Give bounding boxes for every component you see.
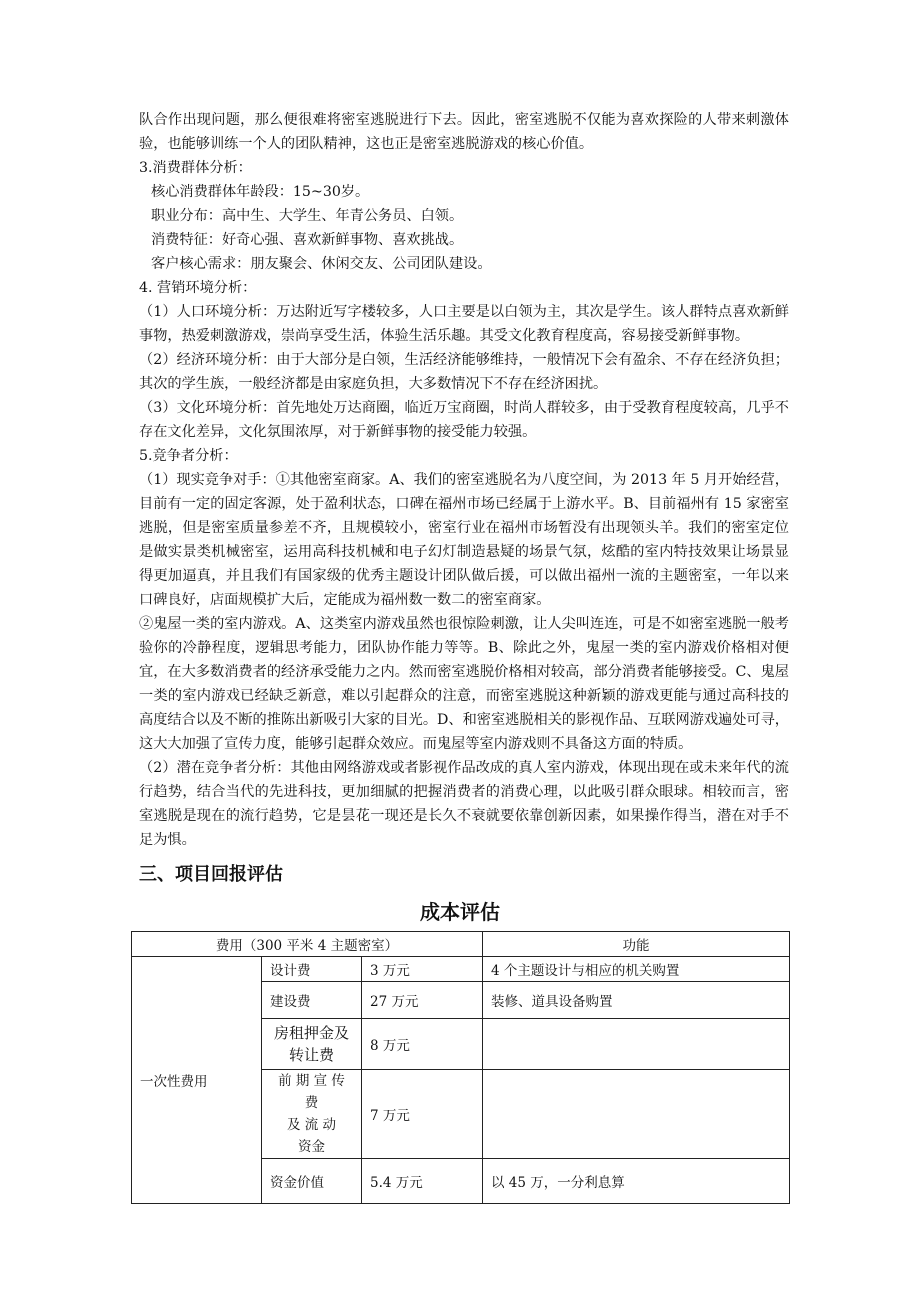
function-cell bbox=[483, 1019, 790, 1070]
amount-cell: 8 万元 bbox=[362, 1019, 483, 1070]
subsection-heading: 3.消费群体分析： bbox=[139, 160, 252, 176]
function-cell: 以 45 万，一分利息算 bbox=[483, 1159, 790, 1204]
section-heading: 三、项目回报评估 bbox=[139, 864, 283, 885]
paragraph: 职业分布：高中生、大学生、年青公务员、白领。 bbox=[151, 208, 464, 224]
item-line: 前 期 宣 传 费 bbox=[278, 1073, 345, 1111]
item-cell bbox=[262, 1019, 362, 1070]
amount-cell: 27 万元 bbox=[362, 982, 483, 1019]
table-title: 成本评估 bbox=[420, 900, 500, 924]
amount-cell: 7 万元 bbox=[362, 1070, 483, 1159]
category-cell: 一次性费用 bbox=[132, 957, 262, 1204]
table-header-row bbox=[132, 932, 790, 957]
paragraph: 核心消费群体年龄段：15~30岁。 bbox=[151, 184, 370, 200]
item-line: 资金 bbox=[298, 1139, 325, 1155]
subsection-heading: 4. 营销环境分析： bbox=[139, 280, 257, 296]
table-row bbox=[132, 957, 790, 982]
header-function: 功能 bbox=[483, 932, 790, 957]
cost-table bbox=[131, 931, 790, 1204]
paragraph: （2）潜在竞争者分析：其他由网络游戏或者影视作品改成的真人室内游戏，体现出现在或未来年代的流行趋势，结合当代的先进科技，更加细腻的把握消费者的消费心理，以此吸引群众眼球。相较而言，密室逃脱是现在的流行趋势，它是昙花一现还是长久不衰就要依靠创新因素，如果操作得当，潜在对手不足为惧。 bbox=[139, 760, 789, 848]
body-text bbox=[139, 108, 789, 852]
item-cell: 设计费 bbox=[262, 957, 362, 982]
paragraph: （3）文化环境分析：首先地处万达商圈，临近万宝商圈，时尚人群较多，由于受教育程度较高，几乎不存在文化差异，文化氛围浓厚，对于新鲜事物的接受能力较强。 bbox=[139, 400, 789, 440]
paragraph: 客户核心需求：朋友聚会、休闲交友、公司团队建设。 bbox=[151, 256, 492, 272]
item-line: 及 流 动 bbox=[286, 1117, 337, 1133]
paragraph: （1）现实竞争对手：①其他密室商家。A、我们的密室逃脱名为八度空间，为 2013 年 5 月开始经营，目前有一定的固定客源，处于盈利状态，口碑在福州市场已经属于上游水平。B、目前福州有 15 家密室逃脱，但是密室质量参差不齐，且规模较小，密室行业在福州市场暂没有出现领头羊。我们的密室定位是做实景类机械密室，运用高科技机械和电子幻灯制造悬疑的场景气氛，炫酷的室内特技效果让场景显得更加逼真，并且我们有国家级的优秀主题设计团队做后援，可以做出福州一流的主题密室，一年以来口碑良好，店面规模扩大后，定能成为福州数一数二的密室商家。 bbox=[139, 472, 789, 608]
amount-cell: 5.4 万元 bbox=[362, 1159, 483, 1204]
item-line: 转让费 bbox=[288, 1046, 334, 1064]
function-cell: 4 个主题设计与相应的机关购置 bbox=[483, 957, 790, 982]
amount-cell: 3 万元 bbox=[362, 957, 483, 982]
paragraph: ②鬼屋一类的室内游戏。A、这类室内游戏虽然也很惊险刺激，让人尖叫连连，可是不如密室逃脱一般考验你的冷静程度，逻辑思考能力，团队协作能力等等。B、除此之外，鬼屋一类的室内游戏价格相对便宜，在大多数消费者的经济承受能力之内。然而密室逃脱价格相对较高，部分消费者能够接受。C、鬼屋一类的室内游戏已经缺乏新意，难以引起群众的注意，而密室逃脱这种新颖的游戏更能与通过高科技的高度结合以及不断的推陈出新吸引大家的目光。D、和密室逃脱相关的影视作品、互联网游戏遍处可寻，这大大加强了宣传力度，能够引起群众效应。而鬼屋等室内游戏则不具备这方面的特质。 bbox=[139, 616, 789, 752]
paragraph: （1）人口环境分析：万达附近写字楼较多，人口主要是以白领为主，其次是学生。该人群特点喜欢新鲜事物，热爱刺激游戏，崇尚享受生活，体验生活乐趣。其受文化教育程度高，容易接受新鲜事物。 bbox=[139, 304, 789, 344]
item-line: 房租押金及 bbox=[273, 1024, 349, 1042]
paragraph: （2）经济环境分析：由于大部分是白领，生活经济能够维持，一般情况下会有盈余、不存在经济负担；其次的学生族，一般经济都是由家庭负担，大多数情况下不存在经济困扰。 bbox=[139, 352, 789, 392]
paragraph: 队合作出现问题，那么便很难将密室逃脱进行下去。因此，密室逃脱不仅能为喜欢探险的人带来刺激体验，也能够训练一个人的团队精神，这也正是密室逃脱游戏的核心价值。 bbox=[139, 112, 789, 152]
function-cell: 装修、道具设备购置 bbox=[483, 982, 790, 1019]
function-cell bbox=[483, 1070, 790, 1159]
item-cell bbox=[262, 1070, 362, 1159]
header-cost: 费用（300 平米 4 主题密室） bbox=[132, 932, 483, 957]
paragraph: 消费特征：好奇心强、喜欢新鲜事物、喜欢挑战。 bbox=[151, 232, 464, 248]
subsection-heading: 5.竞争者分析： bbox=[139, 448, 238, 464]
item-cell: 资金价值 bbox=[262, 1159, 362, 1204]
item-cell: 建设费 bbox=[262, 982, 362, 1019]
